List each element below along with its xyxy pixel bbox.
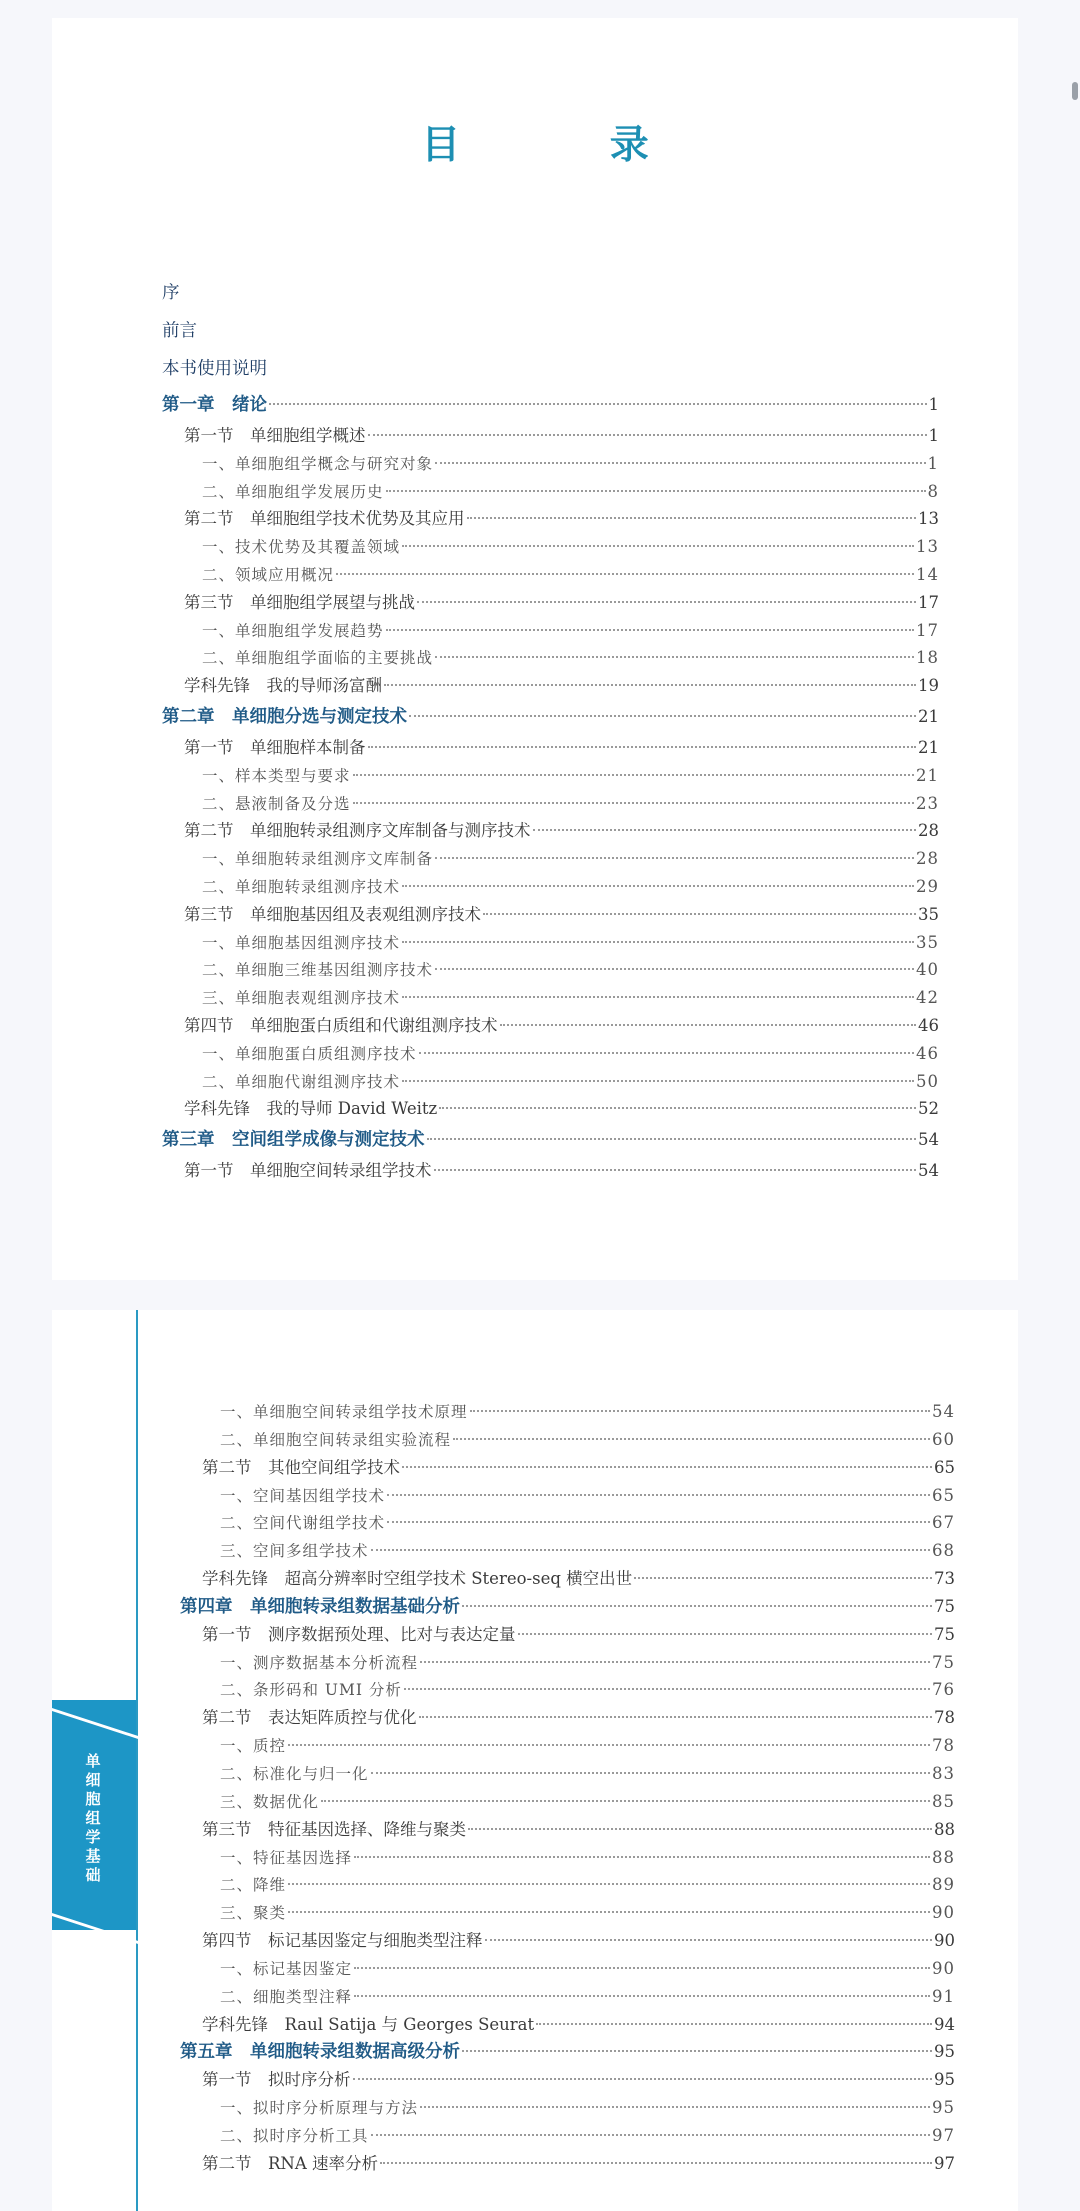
toc-entry-item[interactable] [180, 1760, 955, 1788]
dot-leader [368, 746, 917, 748]
side-tab-label: 单细胞组学基础 [85, 1752, 101, 1884]
dot-leader [353, 802, 914, 804]
toc-entry-page: 95 [932, 2098, 955, 2118]
toc-entry-item[interactable] [180, 1649, 955, 1677]
toc-entry-page: 90 [932, 1903, 955, 1923]
toc-entry-text: 一、单细胞基因组测序技术 [202, 933, 401, 952]
toc-entry-item[interactable] [162, 873, 939, 901]
toc-entry-text: 第四节 单细胞蛋白质组和代谢组测序技术 [184, 1015, 498, 1035]
toc-entry-page: 17 [916, 620, 939, 640]
dot-leader [427, 1138, 917, 1140]
toc-page-1 [52, 18, 1018, 1280]
dot-leader [353, 774, 914, 776]
toc-entry-item[interactable] [180, 1788, 955, 1816]
toc-entry-page: 85 [932, 1791, 955, 1811]
toc-entry-item[interactable] [180, 2094, 955, 2122]
toc-entry-text: 二、单细胞空间转录组实验流程 [220, 1430, 452, 1449]
toc-entry-item[interactable] [180, 1676, 955, 1704]
toc-entry-page: 35 [918, 904, 939, 924]
dot-leader [402, 545, 914, 547]
toc-entry-text: 第二节 其他空间组学技术 [202, 1457, 400, 1477]
dot-leader [288, 1744, 930, 1746]
toc-entry-text: 第一节 单细胞空间转录组学技术 [184, 1161, 432, 1181]
toc-entry-item[interactable] [180, 1844, 955, 1872]
dot-leader [533, 829, 917, 831]
toc-entry-item[interactable] [162, 1040, 939, 1068]
toc-entry-text: 一、单细胞空间转录组学技术原理 [220, 1403, 468, 1421]
toc-entry-text: 学科先锋 我的导师汤富酬 [184, 676, 382, 696]
toc-entry-text: 第一节 单细胞组学概述 [184, 426, 366, 445]
toc-entry-text: 第一节 拟时序分析 [202, 2070, 351, 2090]
dot-leader [634, 1577, 932, 1579]
dot-leader [402, 1080, 914, 1082]
dot-leader [483, 913, 916, 915]
side-rule [136, 1310, 138, 2211]
dot-leader [354, 1995, 930, 1997]
toc-entry-page: 13 [918, 509, 939, 529]
toc-entry-page: 21 [918, 706, 939, 726]
toc-entry-page: 14 [916, 564, 939, 584]
toc-entry-text: 第一节 测序数据预处理、比对与表达定量 [202, 1624, 516, 1644]
dot-leader [387, 1494, 930, 1496]
toc-entry-text: 第二节 RNA 速率分析 [202, 2153, 379, 2173]
toc-entry-text: 二、领域应用概况 [202, 565, 335, 584]
toc-entry-section[interactable] [162, 589, 939, 617]
toc-entry-item[interactable] [162, 845, 939, 873]
dot-leader [353, 2078, 933, 2080]
dot-leader [468, 1828, 932, 1830]
dot-leader [419, 1716, 933, 1718]
toc-entry-section[interactable] [162, 817, 939, 845]
toc-entry-text: 一、单细胞组学发展趋势 [202, 621, 384, 640]
toc-entry-text: 第四章 单细胞转录组数据基础分析 [180, 1596, 460, 1617]
toc-entry-text: 三、空间多组学技术 [220, 1542, 369, 1561]
toc-entry-item[interactable] [162, 790, 939, 818]
toc-entry-page: 60 [932, 1429, 955, 1449]
dot-leader [500, 1024, 917, 1026]
toc-entry-text: 一、单细胞蛋白质组测序技术 [202, 1044, 417, 1063]
toc-entry-section[interactable] [180, 1704, 955, 1732]
toc-entry-chapter[interactable] [162, 1123, 939, 1157]
toc-entry-page: 54 [918, 1130, 939, 1150]
dot-leader [435, 656, 914, 658]
toc-entry-page: 50 [916, 1071, 939, 1091]
toc-entry-page: 95 [934, 2070, 955, 2090]
toc-entry-text: 第三节 单细胞组学展望与挑战 [184, 592, 415, 612]
toc-entry-page: 75 [934, 1624, 955, 1644]
toc-entry-page: 89 [932, 1875, 955, 1895]
toc-entry-page: 29 [916, 876, 939, 896]
toc-list [180, 1398, 955, 2178]
toc-entry-page: 23 [916, 793, 939, 813]
dot-leader [435, 462, 925, 464]
toc-entry-page: 90 [934, 1931, 955, 1951]
toc-entry-page: 88 [934, 1819, 955, 1839]
dot-leader [402, 996, 914, 998]
toc-entry-page: 97 [932, 2125, 955, 2145]
toc-entry-pioneer[interactable] [162, 672, 939, 700]
toc-list [162, 274, 939, 1185]
toc-entry-top[interactable] [162, 350, 939, 388]
dot-leader [462, 1605, 932, 1607]
toc-entry-text: 二、细胞类型注释 [220, 1987, 353, 2006]
toc-entry-text: 二、单细胞转录组测序技术 [202, 877, 401, 896]
toc-entry-page: 52 [918, 1099, 939, 1119]
dot-leader [435, 857, 914, 859]
toc-page-2 [52, 1310, 1018, 2211]
toc-entry-page: 78 [934, 1708, 955, 1728]
toc-entry-item[interactable] [162, 929, 939, 957]
toc-entry-text: 第一节 单细胞样本制备 [184, 737, 366, 757]
toc-entry-section[interactable] [180, 2150, 955, 2178]
dot-leader [402, 941, 914, 943]
toc-entry-text: 二、条形码和 UMI 分析 [220, 1681, 402, 1700]
toc-entry-text: 一、技术优势及其覆盖领域 [202, 538, 401, 557]
toc-entry-chapter[interactable] [180, 2038, 955, 2066]
dot-leader [462, 2050, 932, 2052]
toc-entry-page: 76 [932, 1680, 955, 1700]
toc-entry-item[interactable] [162, 533, 939, 561]
toc-entry-text: 二、单细胞代谢组测序技术 [202, 1072, 401, 1091]
dot-leader [386, 490, 926, 492]
toc-entry-text: 一、质控 [220, 1737, 287, 1756]
toc-entry-item[interactable] [180, 1537, 955, 1565]
toc-entry-section[interactable] [162, 901, 939, 929]
toc-entry-page: 91 [932, 1986, 955, 2006]
dot-leader [485, 1939, 933, 1941]
toc-entry-section[interactable] [180, 1816, 955, 1844]
toc-entry-text: 一、标记基因鉴定 [220, 1959, 353, 1978]
toc-entry-text: 二、单细胞三维基因组测序技术 [202, 961, 434, 980]
toc-entry-text: 一、测序数据基本分析流程 [220, 1653, 419, 1672]
toc-entry-item[interactable] [180, 1482, 955, 1510]
toc-entry-pioneer[interactable] [180, 2011, 955, 2039]
toc-entry-text: 第四节 标记基因鉴定与细胞类型注释 [202, 1931, 483, 1951]
toc-entry-page: 40 [916, 960, 939, 980]
toc-entry-text: 一、单细胞转录组测序文库制备 [202, 850, 434, 869]
toc-entry-section[interactable] [162, 734, 939, 762]
toc-entry-page: 54 [932, 1402, 955, 1421]
toc-entry-page: 67 [932, 1513, 955, 1533]
toc-entry-page: 65 [934, 1457, 955, 1477]
toc-entry-item[interactable] [180, 1983, 955, 2011]
toc-entry-section[interactable] [162, 505, 939, 533]
dot-leader [419, 1052, 914, 1054]
toc-entry-page: 46 [918, 1015, 939, 1035]
toc-entry-item[interactable] [180, 1871, 955, 1899]
dot-leader [321, 1800, 930, 1802]
dot-leader [420, 2106, 930, 2108]
toc-entry-section[interactable] [162, 1012, 939, 1040]
toc-entry-page: 28 [916, 849, 939, 869]
toc-entry-chapter[interactable] [162, 700, 939, 734]
toc-entry-text: 二、空间代谢组学技术 [220, 1514, 386, 1533]
dot-leader [387, 1521, 930, 1523]
toc-entry-text: 二、标准化与归一化 [220, 1764, 369, 1783]
toc-entry-text: 一、特征基因选择 [220, 1848, 353, 1867]
toc-entry-text: 前言 [162, 321, 197, 341]
toc-entry-item[interactable] [162, 1068, 939, 1096]
toc-entry-text: 第二节 单细胞转录组测序文库制备与测序技术 [184, 821, 531, 841]
toc-entry-page: 75 [934, 1596, 955, 1616]
toc-entry-text: 本书使用说明 [162, 359, 267, 379]
toc-entry-item[interactable] [162, 644, 939, 672]
toc-entry-page: 21 [916, 765, 939, 785]
dot-leader [404, 1688, 930, 1690]
toc-entry-item[interactable] [180, 1899, 955, 1927]
toc-entry-text: 第二章 单细胞分选与测定技术 [162, 706, 407, 727]
toc-entry-item[interactable] [180, 1955, 955, 1983]
toc-entry-top[interactable] [162, 274, 939, 312]
toc-entry-text: 二、悬液制备及分选 [202, 794, 351, 813]
dot-leader [384, 684, 916, 686]
toc-entry-chapter[interactable] [180, 1593, 955, 1621]
toc-entry-page: 78 [932, 1736, 955, 1756]
dot-leader [371, 1772, 930, 1774]
dot-leader [368, 434, 927, 436]
toc-entry-page: 18 [916, 648, 939, 668]
dot-leader [288, 1911, 930, 1913]
dot-leader [269, 403, 927, 405]
toc-entry-top[interactable] [162, 312, 939, 350]
dot-leader [467, 517, 917, 519]
dot-leader [288, 1883, 930, 1885]
toc-entry-page: 1 [928, 395, 939, 414]
toc-entry-page: 54 [918, 1161, 939, 1181]
toc-entry-pioneer[interactable] [162, 1095, 939, 1123]
toc-entry-text: 第三节 特征基因选择、降维与聚类 [202, 1819, 466, 1839]
toc-entry-text: 学科先锋 Raul Satija 与 Georges Seurat [202, 2014, 535, 2034]
toc-entry-item[interactable] [180, 1398, 955, 1426]
toc-entry-text: 第二节 单细胞组学技术优势及其应用 [184, 509, 465, 529]
toc-entry-section[interactable] [162, 422, 939, 450]
scrollbar-thumb[interactable] [1072, 82, 1078, 100]
toc-entry-chapter[interactable] [162, 388, 939, 422]
toc-entry-page: 90 [932, 1958, 955, 1978]
dot-leader [371, 1549, 930, 1551]
dot-leader [434, 1169, 917, 1171]
toc-entry-page: 13 [916, 537, 939, 557]
dot-leader [417, 601, 916, 603]
side-tab [52, 1700, 136, 1930]
toc-entry-page: 88 [932, 1847, 955, 1867]
toc-entry-page: 73 [934, 1569, 955, 1589]
dot-leader [439, 1107, 916, 1109]
dot-leader [518, 1633, 933, 1635]
toc-entry-item[interactable] [180, 1426, 955, 1454]
toc-title: 目 录 [421, 122, 717, 168]
dot-leader [371, 2134, 930, 2136]
dot-leader [536, 2023, 932, 2025]
dot-leader [470, 1410, 930, 1412]
toc-entry-text: 学科先锋 超高分辨率时空组学技术 Stereo-seq 横空出世 [202, 1569, 633, 1589]
toc-entry-item[interactable] [180, 1509, 955, 1537]
dot-leader [336, 573, 914, 575]
toc-entry-text: 学科先锋 我的导师 David Weitz [184, 1099, 438, 1119]
toc-entry-item[interactable] [180, 1732, 955, 1760]
toc-entry-item[interactable] [162, 617, 939, 645]
toc-entry-text: 序 [162, 283, 180, 303]
side-tab-stripe [52, 1913, 142, 1945]
toc-entry-page: 21 [918, 737, 939, 757]
toc-entry-page: 83 [932, 1763, 955, 1783]
toc-entry-page: 94 [934, 2014, 955, 2034]
toc-entry-page: 8 [927, 481, 939, 501]
toc-entry-text: 第二节 表达矩阵质控与优化 [202, 1708, 417, 1728]
toc-entry-page: 97 [934, 2153, 955, 2173]
toc-entry-item[interactable] [162, 478, 939, 506]
toc-entry-text: 第三章 空间组学成像与测定技术 [162, 1130, 425, 1151]
toc-entry-page: 65 [932, 1485, 955, 1505]
dot-leader [409, 715, 916, 717]
dot-leader [402, 885, 914, 887]
toc-entry-item[interactable] [162, 762, 939, 790]
toc-entry-section[interactable] [180, 2066, 955, 2094]
toc-entry-page: 95 [934, 2042, 955, 2062]
toc-entry-text: 一、单细胞组学概念与研究对象 [202, 454, 434, 473]
toc-entry-section[interactable] [180, 1621, 955, 1649]
toc-entry-item[interactable] [162, 450, 939, 478]
toc-entry-page: 1 [928, 426, 939, 445]
toc-entry-page: 46 [916, 1043, 939, 1063]
dot-leader [386, 629, 914, 631]
toc-entry-item[interactable] [162, 561, 939, 589]
toc-entry-text: 二、单细胞组学面临的主要挑战 [202, 649, 434, 668]
toc-entry-text: 三、单细胞表观组测序技术 [202, 989, 401, 1008]
dot-leader [453, 1438, 930, 1440]
toc-entry-page: 75 [932, 1652, 955, 1672]
toc-entry-page: 42 [916, 988, 939, 1008]
toc-entry-text: 三、数据优化 [220, 1792, 320, 1811]
toc-entry-pioneer[interactable] [180, 1565, 955, 1593]
toc-entry-section[interactable] [180, 1454, 955, 1482]
toc-entry-text: 一、样本类型与要求 [202, 766, 351, 785]
toc-entry-item[interactable] [162, 956, 939, 984]
toc-entry-text: 第一章 绪论 [162, 395, 267, 415]
dot-leader [435, 968, 914, 970]
toc-entry-text: 一、拟时序分析原理与方法 [220, 2099, 419, 2118]
toc-entry-text: 二、拟时序分析工具 [220, 2126, 369, 2145]
toc-entry-page: 68 [932, 1541, 955, 1561]
dot-leader [354, 1856, 930, 1858]
toc-entry-text: 三、聚类 [220, 1904, 287, 1923]
toc-entry-page: 28 [918, 821, 939, 841]
toc-entry-page: 1 [927, 453, 939, 473]
toc-entry-text: 一、空间基因组学技术 [220, 1486, 386, 1505]
toc-entry-page: 35 [916, 932, 939, 952]
dot-leader [420, 1661, 930, 1663]
dot-leader [354, 1967, 930, 1969]
side-tab-stripe [52, 1708, 142, 1740]
toc-entry-text: 第三节 单细胞基因组及表观组测序技术 [184, 904, 481, 924]
toc-entry-text: 二、单细胞组学发展历史 [202, 482, 384, 501]
toc-entry-page: 19 [918, 676, 939, 696]
toc-entry-text: 第五章 单细胞转录组数据高级分析 [180, 2042, 460, 2063]
toc-entry-item[interactable] [180, 2122, 955, 2150]
toc-entry-item[interactable] [162, 984, 939, 1012]
toc-entry-text: 二、降维 [220, 1876, 287, 1895]
toc-entry-page: 17 [918, 592, 939, 612]
toc-entry-section[interactable] [162, 1157, 939, 1185]
dot-leader [402, 1466, 932, 1468]
toc-entry-section[interactable] [180, 1927, 955, 1955]
dot-leader [380, 2162, 932, 2164]
